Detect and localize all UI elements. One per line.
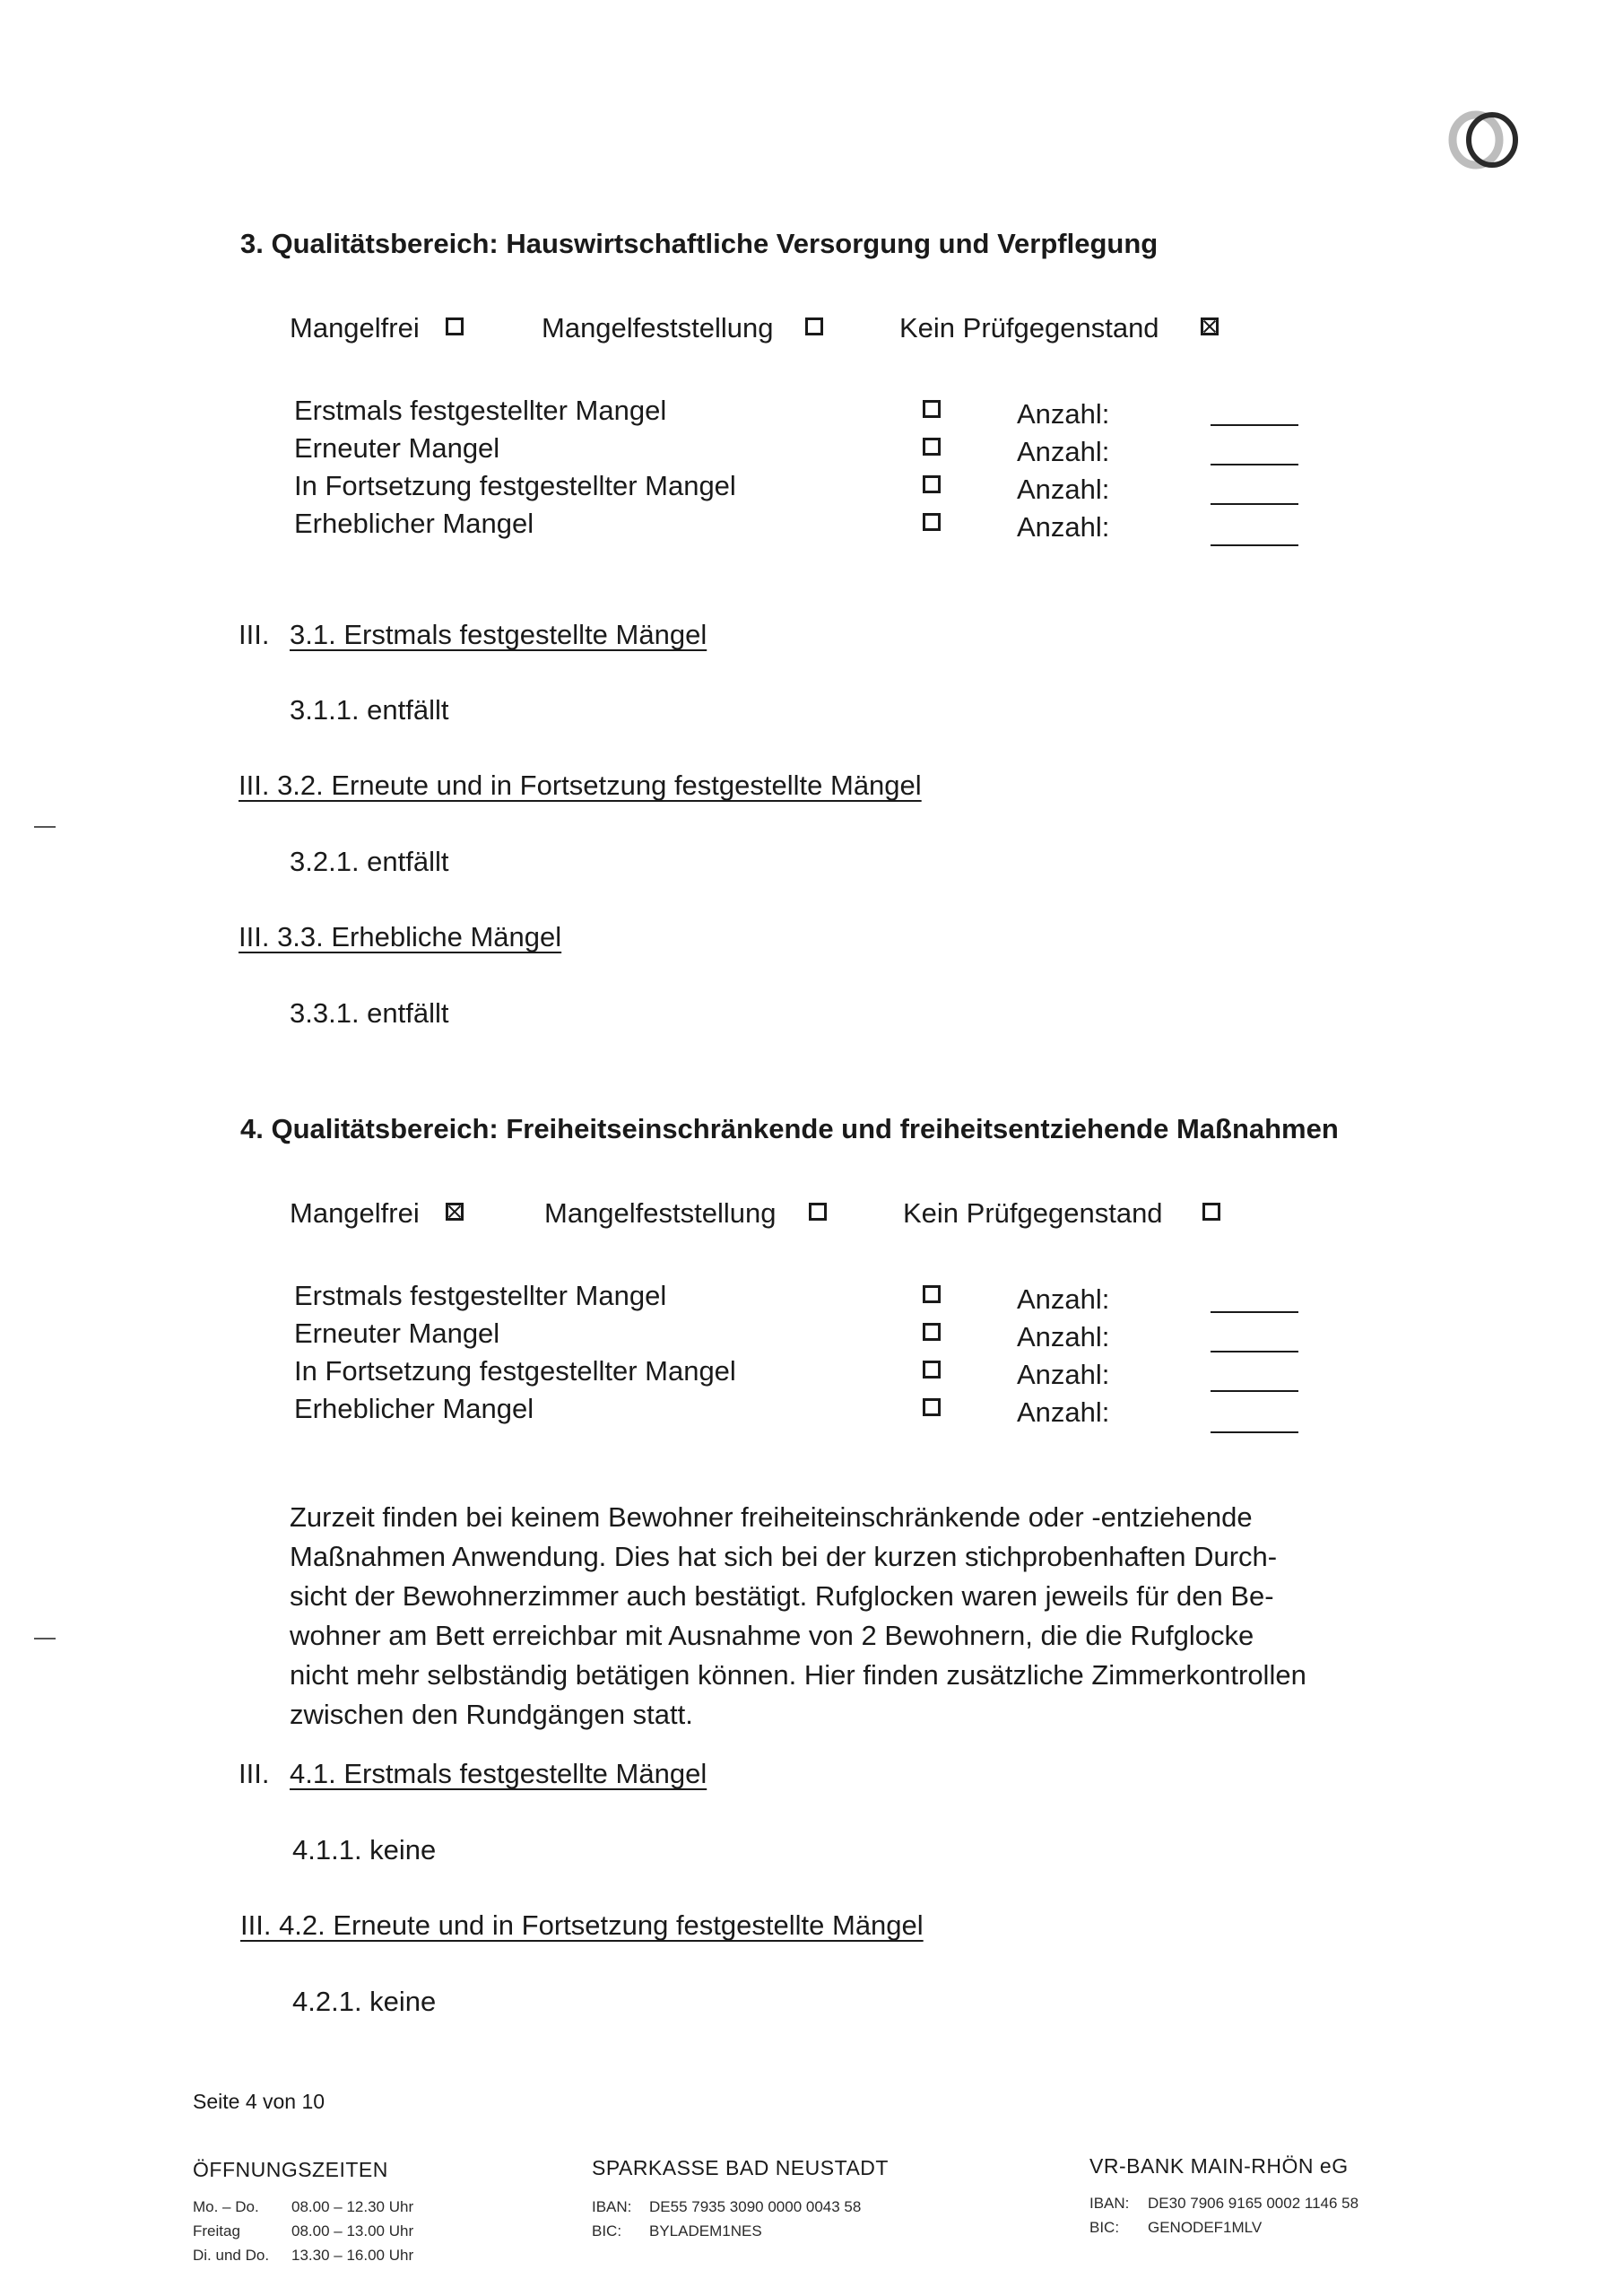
section4-sub2-item: 4.2.1. keine [292,1986,437,2017]
section3-row-count-line [1211,464,1298,465]
section4-row-checkbox[interactable] [923,1361,941,1378]
section4-sub1-title: 4.1. Erstmals festgestellte Mängel [290,1758,707,1789]
section4-row-anzahl: Anzahl: [1017,1359,1110,1390]
section3-row-label: Erstmals festgestellter Mangel [294,395,667,426]
section3-mangelfeststellung-label: Mangelfeststellung [542,312,774,344]
section3-sub1-title: 3.1. Erstmals festgestellte Mängel [290,619,707,650]
section3-kein-pruefgegenstand-checkbox[interactable] [1201,317,1219,335]
section3-row-checkbox[interactable] [923,438,941,456]
section4-sub1-item: 4.1.1. keine [292,1834,437,1866]
paragraph-line: zwischen den Rundgängen statt. [290,1699,693,1730]
margin-mark [34,826,56,828]
section3-sub2-title: III. 3.2. Erneute und in Fortsetzung festgestellte Mängel [239,770,922,801]
section4-kein-pruefgegenstand-checkbox[interactable] [1202,1203,1220,1221]
footer-hours-days: Freitag [193,2222,240,2239]
footer-bank1-bic-label: BIC: [592,2222,622,2239]
footer-bank1-iban: DE55 7935 3090 0000 0043 58 [649,2198,862,2215]
section3-row-anzahl: Anzahl: [1017,398,1110,430]
section4-row-anzahl: Anzahl: [1017,1321,1110,1352]
section3-sub2-item: 3.2.1. entfällt [290,846,449,877]
footer-bank2-bic-label: BIC: [1089,2219,1120,2236]
paragraph-line: nicht mehr selbständig betätigen können. Hier finden zusätzliche Zimmerkontrollen [290,1659,1306,1691]
footer-hours-time: 08.00 – 12.30 Uhr [291,2198,414,2215]
paragraph-line: sicht der Bewohnerzimmer auch bestätigt. Rufglocken waren jeweils für den Be- [290,1580,1274,1612]
margin-mark [34,1638,56,1639]
section3-heading: 3. Qualitätsbereich: Hauswirtschaftliche Versorgung und Verpflegung [240,228,1159,259]
section3-row-anzahl: Anzahl: [1017,511,1110,543]
section4-sub1-prefix: III. [239,1758,270,1789]
section3-row-label: Erheblicher Mangel [294,508,534,539]
section4-row-checkbox[interactable] [923,1323,941,1341]
paragraph-line: Zurzeit finden bei keinem Bewohner freiheiteinschränkende oder -entziehende [290,1501,1253,1533]
section3-row-anzahl: Anzahl: [1017,474,1110,505]
section4-row-label: In Fortsetzung festgestellter Mangel [294,1355,736,1387]
section4-row-checkbox[interactable] [923,1285,941,1303]
section3-mangelfrei-checkbox[interactable] [446,317,464,335]
section4-row-anzahl: Anzahl: [1017,1283,1110,1315]
section3-sub1-item: 3.1.1. entfällt [290,694,449,726]
page-number: Seite 4 von 10 [193,2090,325,2113]
footer-hours-days: Di. und Do. [193,2247,270,2264]
footer-hours-title: ÖFFNUNGSZEITEN [193,2158,388,2181]
section4-row-count-line [1211,1431,1298,1433]
section3-mangelfrei-label: Mangelfrei [290,312,420,344]
section3-row-checkbox[interactable] [923,475,941,493]
footer-bank1-iban-label: IBAN: [592,2198,632,2215]
section4-row-count-line [1211,1351,1298,1352]
section4-mangelfrei-label: Mangelfrei [290,1197,420,1229]
footer-bank2-iban-label: IBAN: [1089,2195,1130,2212]
section3-sub1-prefix: III. [239,619,270,650]
section3-sub3-item: 3.3.1. entfällt [290,997,449,1029]
section4-row-count-line [1211,1311,1298,1313]
section3-row-count-line [1211,503,1298,505]
paragraph-line: Maßnahmen Anwendung. Dies hat sich bei der kurzen stichprobenhaften Durch- [290,1541,1278,1572]
section4-row-anzahl: Anzahl: [1017,1396,1110,1428]
section4-row-count-line [1211,1390,1298,1392]
footer-hours-time: 13.30 – 16.00 Uhr [291,2247,414,2264]
section4-sub2-title: III. 4.2. Erneute und in Fortsetzung festgestellte Mängel [240,1909,924,1941]
footer-bank2-iban: DE30 7906 9165 0002 1146 58 [1148,2195,1359,2212]
footer-hours-time: 08.00 – 13.00 Uhr [291,2222,414,2239]
footer-hours-days: Mo. – Do. [193,2198,259,2215]
section4-mangelfrei-checkbox[interactable] [446,1203,464,1221]
logo-rings-icon [1445,106,1528,174]
section3-row-checkbox[interactable] [923,400,941,418]
section3-sub3-title: III. 3.3. Erhebliche Mängel [239,921,562,952]
section3-row-count-line [1211,544,1298,546]
section3-row-anzahl: Anzahl: [1017,436,1110,467]
footer-bank2-title: VR-BANK MAIN-RHÖN eG [1089,2154,1349,2178]
section3-row-count-line [1211,424,1298,426]
footer-bank1-bic: BYLADEM1NES [649,2222,762,2239]
section4-row-checkbox[interactable] [923,1398,941,1416]
section4-row-label: Erheblicher Mangel [294,1393,534,1424]
section3-row-label: Erneuter Mangel [294,432,500,464]
section4-paragraph [290,1498,1455,1735]
section3-mangelfeststellung-checkbox[interactable] [805,317,823,335]
section4-row-label: Erneuter Mangel [294,1318,500,1349]
section3-kein-pruefgegenstand-label: Kein Prüfgegenstand [899,312,1159,344]
section4-row-label: Erstmals festgestellter Mangel [294,1280,667,1311]
paragraph-line: wohner am Bett erreichbar mit Ausnahme von 2 Bewohnern, die die Rufglocke [290,1620,1254,1651]
section3-row-checkbox[interactable] [923,513,941,531]
footer-bank2-bic: GENODEF1MLV [1148,2219,1263,2236]
section4-kein-pruefgegenstand-label: Kein Prüfgegenstand [903,1197,1163,1229]
section4-heading: 4. Qualitätsbereich: Freiheitseinschränkende und freiheitsentziehende Maßnahmen [240,1113,1339,1144]
footer-bank1-title: SPARKASSE BAD NEUSTADT [592,2156,889,2179]
section4-mangelfeststellung-label: Mangelfeststellung [544,1197,777,1229]
section3-row-label: In Fortsetzung festgestellter Mangel [294,470,736,501]
section4-mangelfeststellung-checkbox[interactable] [809,1203,827,1221]
